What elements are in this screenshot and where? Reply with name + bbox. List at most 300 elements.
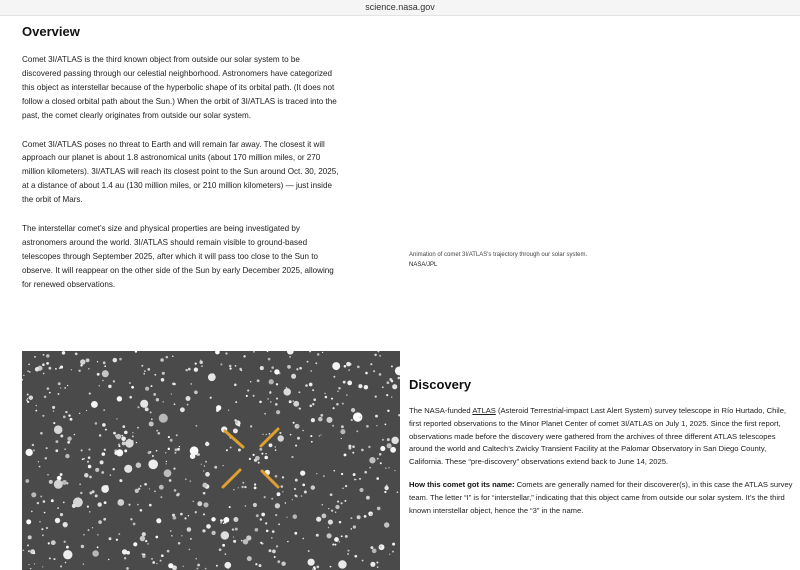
star [222, 544, 225, 547]
star [172, 383, 175, 386]
star [254, 459, 257, 462]
star [142, 555, 145, 558]
star [190, 446, 199, 455]
star [81, 449, 83, 451]
star [173, 467, 175, 469]
star [275, 446, 276, 447]
star [271, 366, 274, 369]
star [205, 461, 207, 463]
star [153, 393, 156, 396]
star [228, 410, 229, 411]
star [333, 376, 335, 378]
star [398, 414, 400, 416]
star [259, 401, 262, 404]
star [172, 356, 173, 357]
star [394, 470, 395, 471]
star [252, 454, 254, 456]
star [32, 444, 34, 446]
star [365, 372, 368, 375]
star [286, 517, 287, 518]
star [150, 411, 152, 413]
star [275, 514, 277, 516]
star [391, 365, 393, 367]
star [290, 434, 292, 436]
star [42, 534, 44, 536]
star [324, 393, 325, 394]
star [276, 410, 280, 414]
star [316, 517, 321, 522]
star [307, 361, 309, 363]
marker-line-top-right [261, 429, 278, 446]
star [348, 369, 349, 370]
star [80, 492, 82, 494]
star [80, 364, 82, 366]
star [344, 500, 346, 502]
star [276, 383, 278, 385]
star [177, 448, 180, 451]
star [151, 558, 153, 560]
star [60, 387, 61, 388]
animation-caption-block [409, 250, 769, 270]
star [302, 484, 305, 487]
star [112, 468, 114, 470]
star [337, 501, 339, 503]
star [269, 443, 273, 447]
star [110, 474, 112, 476]
star [33, 449, 35, 451]
star [309, 383, 313, 387]
star [293, 401, 299, 407]
star [336, 403, 339, 406]
star [275, 475, 278, 478]
star [169, 479, 172, 482]
star [195, 558, 197, 560]
star [103, 361, 106, 364]
star [196, 568, 198, 570]
star [259, 564, 262, 567]
star [384, 522, 389, 527]
star [266, 530, 269, 533]
star [250, 381, 252, 383]
star [380, 446, 385, 451]
star [22, 379, 23, 381]
star [311, 485, 315, 489]
star [144, 483, 147, 486]
star [344, 365, 347, 368]
star [180, 513, 183, 516]
star [168, 563, 173, 568]
star [232, 528, 234, 530]
star [39, 466, 41, 468]
star [285, 502, 286, 503]
star [55, 518, 60, 523]
star [98, 502, 102, 506]
star [276, 398, 278, 400]
star [137, 427, 139, 429]
discovery-paragraph-1 [409, 405, 793, 469]
star [238, 449, 241, 452]
star [358, 384, 362, 388]
star [312, 403, 314, 405]
star [115, 435, 118, 438]
star [67, 437, 71, 441]
star [117, 396, 122, 401]
star [86, 410, 87, 411]
star [296, 424, 299, 427]
star [140, 509, 143, 512]
star [140, 400, 148, 408]
star [222, 532, 229, 539]
star [375, 415, 378, 418]
star [392, 384, 397, 389]
star [46, 527, 48, 529]
star [161, 378, 165, 382]
star [88, 368, 89, 369]
star [339, 521, 342, 524]
star [271, 498, 273, 500]
star [386, 394, 388, 396]
star [313, 398, 316, 401]
star [332, 362, 340, 370]
star [108, 385, 111, 388]
star [220, 519, 223, 522]
star [43, 373, 45, 375]
star [97, 546, 99, 548]
star [67, 441, 70, 444]
star [159, 485, 164, 490]
star [347, 550, 349, 552]
star [391, 437, 398, 444]
star [54, 480, 63, 489]
star [58, 393, 60, 395]
star [241, 540, 243, 542]
star [53, 558, 55, 560]
star [338, 387, 340, 389]
star [48, 542, 50, 544]
star [298, 391, 300, 393]
star [215, 351, 220, 354]
star [355, 479, 356, 480]
star [205, 568, 207, 570]
star [353, 525, 356, 528]
star [278, 523, 280, 525]
star [293, 400, 294, 401]
star [333, 407, 335, 409]
star [370, 513, 373, 516]
star [136, 442, 137, 443]
overview-section [22, 24, 340, 307]
star [46, 362, 49, 365]
star [175, 448, 178, 451]
star [188, 515, 189, 516]
star [275, 503, 280, 508]
star [253, 395, 255, 397]
star [53, 410, 54, 411]
star [128, 504, 130, 506]
star [347, 553, 349, 555]
star [82, 458, 84, 460]
atlas-link[interactable]: ATLAS [472, 406, 496, 415]
star [102, 370, 109, 377]
star [346, 362, 351, 367]
star [236, 421, 238, 423]
star [26, 519, 31, 524]
star [244, 486, 246, 488]
star [223, 523, 224, 524]
star [299, 367, 302, 370]
star [269, 433, 271, 435]
star [302, 538, 304, 540]
star [102, 380, 104, 382]
star [293, 514, 298, 519]
star [340, 429, 345, 434]
star [53, 422, 55, 424]
star [25, 479, 29, 483]
star [352, 445, 355, 448]
star [29, 371, 30, 372]
star [377, 507, 381, 511]
star [66, 546, 69, 549]
star [140, 536, 145, 541]
star [185, 478, 187, 480]
star [351, 419, 353, 421]
star [166, 461, 167, 462]
star [165, 452, 166, 453]
star [287, 541, 289, 543]
star [174, 452, 176, 454]
star [377, 351, 379, 352]
star [116, 539, 118, 541]
star [173, 516, 177, 520]
star [187, 527, 192, 532]
star [229, 367, 231, 369]
star [60, 473, 63, 476]
star [210, 397, 212, 399]
star [328, 520, 333, 525]
star [249, 458, 251, 460]
star [271, 537, 273, 539]
star [195, 425, 197, 427]
star [102, 461, 103, 462]
star [219, 548, 222, 551]
star [101, 471, 104, 474]
star [116, 449, 123, 456]
star [267, 351, 269, 352]
overview-paragraph-3: The interstellar comet’s size and physical properties are being investigated by astronomers around the world. 3I/ATLAS should remain visible to ground-based telescopes through September 2025, after which it will pass too close to the Sun to observe. It will reappear on the other side of the Sun by early December 2025, allowing for renewed observations. [22, 224, 334, 289]
star [44, 396, 47, 399]
star [31, 492, 36, 497]
star [376, 425, 377, 426]
star [375, 395, 377, 397]
star [199, 361, 203, 365]
star [80, 359, 85, 364]
star [247, 556, 252, 561]
star [309, 351, 311, 352]
star [390, 447, 396, 453]
star [201, 365, 203, 367]
star [182, 566, 183, 567]
star [118, 533, 120, 535]
star [233, 536, 234, 537]
star [353, 473, 356, 476]
star [42, 363, 45, 366]
star [65, 411, 67, 413]
star [149, 504, 152, 507]
star [99, 434, 101, 436]
star [27, 394, 29, 396]
star [149, 488, 150, 489]
star [133, 522, 136, 525]
star [84, 473, 89, 478]
star [148, 451, 151, 454]
star [334, 544, 336, 546]
star [391, 396, 392, 397]
star [104, 365, 106, 367]
star [168, 448, 170, 450]
star [109, 537, 112, 540]
star-field-graphic [22, 351, 400, 570]
star [391, 380, 394, 383]
star [40, 432, 43, 435]
star [298, 407, 299, 408]
star [301, 495, 303, 497]
star [311, 441, 313, 443]
star [60, 513, 63, 516]
star [155, 536, 158, 539]
star [168, 436, 170, 438]
star [42, 415, 44, 417]
star [51, 540, 56, 545]
star [91, 401, 98, 408]
star [166, 356, 169, 359]
star [100, 460, 104, 464]
star [29, 395, 34, 400]
star [311, 418, 315, 422]
star [55, 449, 58, 452]
star [220, 522, 222, 524]
star [156, 518, 161, 523]
star [304, 491, 307, 494]
star [364, 471, 367, 474]
star [26, 399, 28, 401]
star [282, 476, 284, 478]
discovery-paragraph-2 [409, 479, 793, 517]
star [295, 495, 297, 497]
star [201, 464, 202, 465]
star [354, 555, 357, 558]
browser-url-bar[interactable] [0, 0, 800, 16]
star [327, 533, 332, 538]
star [395, 366, 400, 375]
star [95, 494, 98, 497]
star [38, 461, 39, 462]
star [156, 430, 158, 432]
star [264, 496, 266, 498]
star [321, 513, 326, 518]
star [372, 549, 377, 554]
star [265, 522, 267, 524]
star [243, 539, 249, 545]
star [292, 499, 293, 500]
star [68, 414, 70, 416]
star [165, 463, 166, 464]
star [160, 560, 162, 562]
star [180, 407, 185, 412]
star [362, 560, 364, 562]
star [154, 374, 156, 376]
star [102, 423, 106, 427]
star [387, 443, 392, 448]
star [277, 560, 280, 563]
star [125, 439, 134, 448]
star [387, 438, 390, 441]
star [83, 563, 84, 564]
star [262, 434, 263, 435]
star [216, 409, 219, 412]
star [264, 456, 268, 460]
star [256, 514, 259, 517]
star [272, 530, 275, 533]
star [287, 351, 294, 355]
star [359, 478, 361, 480]
star [260, 366, 264, 370]
star [370, 546, 373, 549]
star [60, 366, 63, 369]
star [266, 434, 267, 435]
star [338, 560, 347, 569]
star [63, 550, 72, 559]
star [300, 470, 305, 475]
star [333, 470, 335, 472]
star [23, 550, 25, 552]
star [269, 392, 271, 394]
star [129, 396, 132, 399]
star [28, 564, 29, 565]
star [78, 370, 80, 372]
star [186, 396, 191, 401]
star [119, 358, 122, 361]
star [272, 550, 276, 554]
star [376, 562, 378, 564]
marker-line-bottom-left [223, 470, 240, 487]
discovery-section [409, 377, 793, 527]
star [27, 370, 29, 372]
star [364, 385, 369, 390]
star [331, 510, 333, 512]
star [145, 387, 149, 391]
star [379, 453, 382, 456]
star [141, 365, 143, 367]
star [331, 398, 333, 400]
star [160, 358, 164, 362]
star [326, 417, 332, 423]
star [253, 503, 257, 507]
star [87, 505, 89, 507]
star [34, 356, 36, 358]
star [247, 390, 249, 392]
star [140, 485, 142, 487]
discovery-heading: Discovery [409, 377, 472, 392]
star [64, 526, 65, 527]
star [289, 356, 291, 358]
star [267, 398, 269, 400]
star [45, 457, 47, 459]
star [28, 364, 30, 366]
star [338, 541, 339, 542]
star [319, 435, 321, 437]
star [302, 430, 304, 432]
star [92, 550, 99, 557]
